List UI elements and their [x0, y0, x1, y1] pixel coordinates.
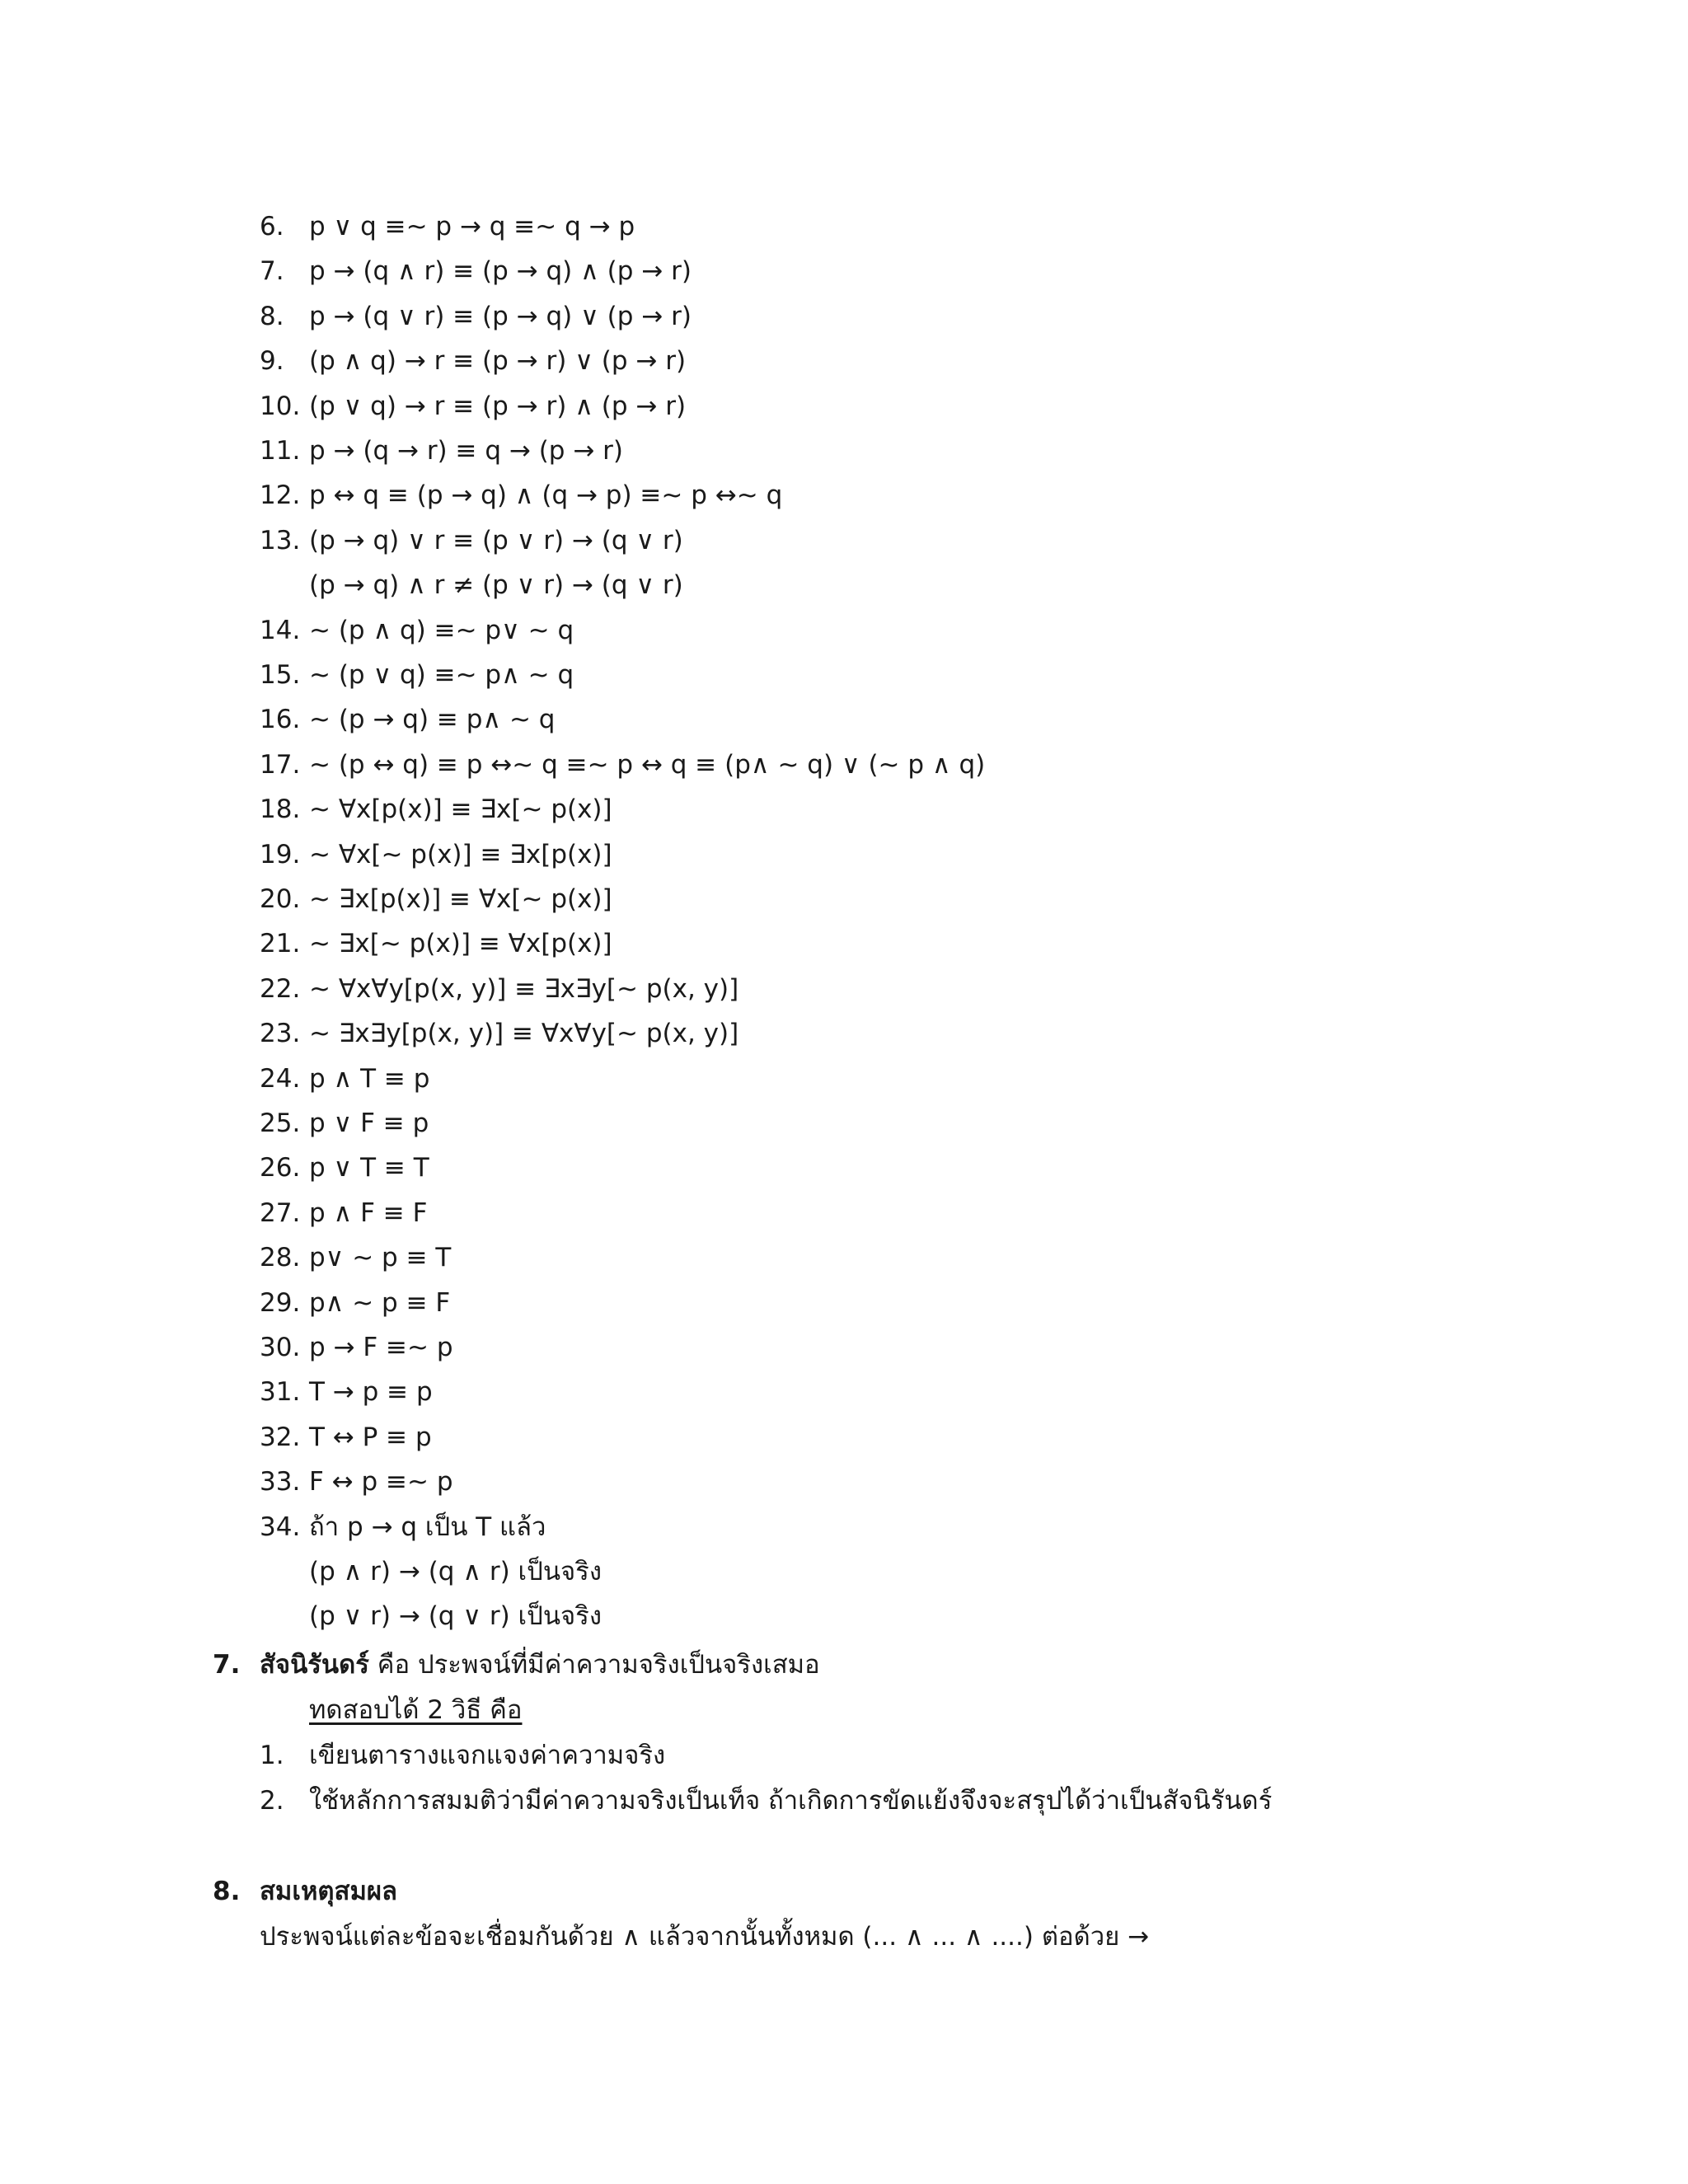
equivalence-formula: ~ ∀x[~ p(x)] ≡ ∃x[p(x)] — [309, 840, 612, 869]
equivalence-formula: ~ ∃x[p(x)] ≡ ∀x[~ p(x)] — [309, 884, 612, 914]
equivalence-formula: T → p ≡ p — [309, 1377, 433, 1407]
equivalence-number: 6. — [260, 212, 284, 241]
equivalence-formula: p ∨ q ≡~ p → q ≡~ q → p — [309, 212, 635, 241]
method-number: 1. — [260, 1741, 284, 1770]
equivalence-number: 12. — [260, 480, 301, 510]
equivalence-number: 34. — [260, 1512, 301, 1542]
equivalence-formula: p ∧ F ≡ F — [309, 1198, 428, 1228]
equivalence-formula: p ∨ T ≡ T — [309, 1153, 429, 1183]
method-number: 2. — [260, 1786, 284, 1816]
equivalence-formula: F ↔ p ≡~ p — [309, 1467, 453, 1497]
equivalence-formula: p → (q ∧ r) ≡ (p → q) ∧ (p → r) — [309, 256, 692, 286]
section-8-number: 8. — [213, 1877, 241, 1906]
equivalence-formula: p ↔ q ≡ (p → q) ∧ (q → p) ≡~ p ↔~ q — [309, 480, 783, 510]
equivalence-number: 22. — [260, 974, 301, 1004]
equivalence-formula: p∨ ~ p ≡ T — [309, 1243, 452, 1272]
equivalence-number: 10. — [260, 391, 301, 421]
methods-heading: ทดสอบได้ 2 วิธี คือ — [309, 1695, 523, 1725]
equivalence-formula: p ∨ F ≡ p — [309, 1108, 429, 1138]
equivalence-formula: (p ∨ r) → (q ∨ r) เป็นจริง — [309, 1601, 602, 1631]
equivalence-number: 17. — [260, 750, 301, 780]
equivalence-formula: ~ (p → q) ≡ p∧ ~ q — [309, 705, 556, 734]
equivalence-number: 32. — [260, 1422, 301, 1452]
equivalence-number: 16. — [260, 705, 301, 734]
equivalence-formula: ~ (p ∨ q) ≡~ p∧ ~ q — [309, 660, 574, 690]
equivalence-formula: (p → q) ∧ r ≠ (p ∨ r) → (q ∨ r) — [309, 570, 683, 600]
section-8-title: สมเหตุสมผล — [260, 1877, 398, 1906]
equivalence-number: 14. — [260, 616, 301, 645]
equivalence-formula: ~ ∀x[p(x)] ≡ ∃x[~ p(x)] — [309, 794, 612, 824]
equivalence-formula: p ∧ T ≡ p — [309, 1064, 430, 1094]
equivalence-number: 15. — [260, 660, 301, 690]
section-7-title: สัจนิรันดร์ — [260, 1650, 369, 1680]
equivalence-number: 11. — [260, 436, 301, 466]
equivalence-formula: ถ้า p → q เป็น T แล้ว — [309, 1512, 546, 1542]
equivalence-number: 23. — [260, 1019, 301, 1048]
method-text: เขียนตารางแจกแจงค่าความจริง — [309, 1741, 666, 1770]
equivalence-number: 9. — [260, 346, 284, 376]
equivalence-number: 13. — [260, 526, 301, 555]
equivalence-formula: (p ∧ q) → r ≡ (p → r) ∨ (p → r) — [309, 346, 687, 376]
equivalence-number: 30. — [260, 1333, 301, 1362]
equivalence-number: 7. — [260, 256, 284, 286]
equivalence-formula: ~ (p ∧ q) ≡~ p∨ ~ q — [309, 616, 574, 645]
equivalence-number: 33. — [260, 1467, 301, 1497]
section-7-definition: คือ ประพจน์ที่มีค่าความจริงเป็นจริงเสมอ — [368, 1650, 820, 1680]
equivalence-formula: p → F ≡~ p — [309, 1333, 453, 1362]
equivalence-number: 25. — [260, 1108, 301, 1138]
equivalence-number: 27. — [260, 1198, 301, 1228]
equivalence-formula: p → (q → r) ≡ q → (p → r) — [309, 436, 623, 466]
equivalence-number: 18. — [260, 794, 301, 824]
equivalence-formula: T ↔ P ≡ p — [309, 1422, 432, 1452]
equivalence-formula: ~ ∃x∃y[p(x, y)] ≡ ∀x∀y[~ p(x, y)] — [309, 1019, 739, 1048]
equivalence-number: 21. — [260, 929, 301, 958]
equivalence-number: 24. — [260, 1064, 301, 1094]
equivalence-formula: p∧ ~ p ≡ F — [309, 1288, 451, 1318]
equivalence-formula: (p → q) ∨ r ≡ (p ∨ r) → (q ∨ r) — [309, 526, 683, 555]
section-7-heading — [260, 1648, 820, 1681]
equivalence-number: 19. — [260, 840, 301, 869]
equivalence-number: 8. — [260, 302, 284, 331]
equivalence-formula: (p ∧ r) → (q ∧ r) เป็นจริง — [309, 1557, 602, 1586]
method-text: ใช้หลักการสมมติว่ามีค่าความจริงเป็นเท็จ ถ้าเกิดการขัดแย้งจึงจะสรุปได้ว่าเป็นสัจนิรันดร์ — [309, 1786, 1273, 1816]
equivalence-formula: ~ (p ↔ q) ≡ p ↔~ q ≡~ p ↔ q ≡ (p∧ ~ q) ∨ (~ p ∧ q) — [309, 750, 986, 780]
equivalence-formula: ~ ∃x[~ p(x)] ≡ ∀x[p(x)] — [309, 929, 612, 958]
equivalence-number: 29. — [260, 1288, 301, 1318]
equivalence-formula: (p ∨ q) → r ≡ (p → r) ∧ (p → r) — [309, 391, 687, 421]
equivalence-number: 28. — [260, 1243, 301, 1272]
equivalence-number: 26. — [260, 1153, 301, 1183]
section-7-number: 7. — [213, 1650, 241, 1680]
section-8-description: ประพจน์แต่ละข้อจะเชื่อมกันด้วย ∧ แล้วจากนั้นทั้งหมด (... ∧ ... ∧ ....) ต่อด้วย → — [260, 1922, 1150, 1952]
equivalence-number: 31. — [260, 1377, 301, 1407]
equivalence-number: 20. — [260, 884, 301, 914]
equivalence-formula: ~ ∀x∀y[p(x, y)] ≡ ∃x∃y[~ p(x, y)] — [309, 974, 739, 1004]
equivalence-formula: p → (q ∨ r) ≡ (p → q) ∨ (p → r) — [309, 302, 692, 331]
